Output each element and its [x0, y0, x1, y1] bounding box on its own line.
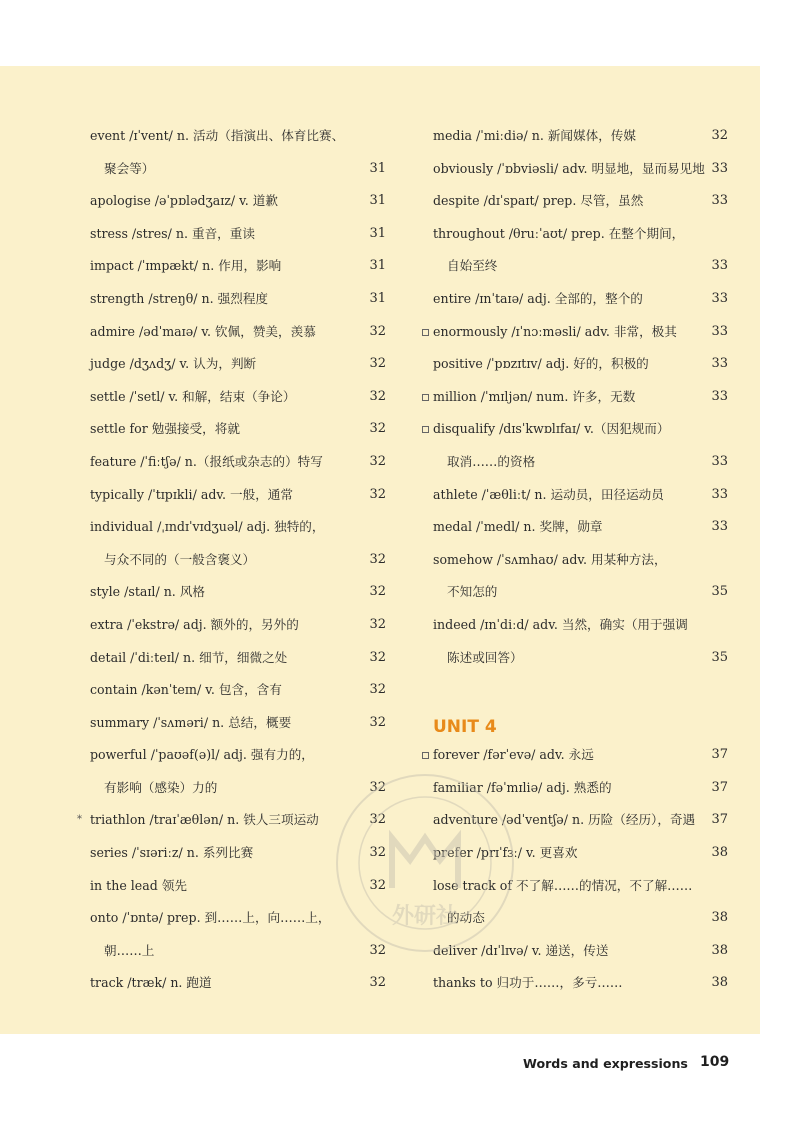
entry-page-number: 31 — [369, 258, 386, 274]
entry-text: deliver /dɪˈlɪvə/ v. 递送，传送 — [433, 942, 609, 958]
entry-page-number: 35 — [711, 649, 728, 665]
vocab-entry — [433, 967, 728, 1000]
asterisk-marker: * — [77, 814, 82, 826]
entry-text: entire /ɪnˈtaɪə/ adj. 全部的，整个的 — [433, 290, 643, 306]
entry-page-number: 37 — [711, 747, 728, 763]
entry-page-number: 33 — [711, 323, 728, 339]
entry-text: judge /dʒʌdʒ/ v. 认为，判断 — [90, 356, 257, 372]
entry-text: throughout /θruːˈaʊt/ prep. 在整个期间， — [433, 225, 685, 241]
entry-text: track /træk/ n. 跑道 — [90, 975, 212, 991]
entry-text: familiar /fəˈmɪliə/ adj. 熟悉的 — [433, 779, 612, 795]
entry-text: impact /ˈɪmpækt/ n. 作用，影响 — [90, 258, 282, 274]
vocab-entry-continuation — [90, 153, 386, 186]
entry-page-number: 32 — [369, 812, 386, 828]
entry-text: settle /ˈsetl/ v. 和解，结束（争论） — [90, 388, 296, 404]
entry-text: series /ˈsɪəriːz/ n. 系列比赛 — [90, 845, 254, 861]
entry-page-number: 33 — [711, 486, 728, 502]
entry-text: 不知怎的 — [447, 584, 498, 600]
vocab-entry — [433, 120, 728, 153]
square-bullet-icon — [422, 752, 429, 759]
entry-text: media /ˈmiːdiə/ n. 新闻媒体，传媒 — [433, 128, 636, 143]
entry-text: disqualify /dɪsˈkwɒlɪfaɪ/ v.（因犯规而） — [433, 421, 670, 437]
entry-text: positive /ˈpɒzɪtɪv/ adj. 好的，积极的 — [433, 356, 649, 372]
entry-text: summary /ˈsʌməri/ n. 总结，概要 — [90, 714, 292, 730]
entry-page-number: 32 — [369, 649, 386, 665]
entry-text: enormously /ɪˈnɔːməsli/ adv. 非常，极其 — [433, 323, 677, 339]
section-spacer — [433, 674, 728, 707]
entry-page-number: 32 — [369, 323, 386, 339]
square-bullet-icon — [422, 329, 429, 336]
vocab-entry — [90, 479, 386, 512]
entry-text: stress /stres/ n. 重音，重读 — [90, 225, 255, 241]
entry-page-number: 31 — [369, 290, 386, 306]
entry-page-number: 32 — [369, 616, 386, 632]
entry-page-number: 31 — [369, 160, 386, 176]
entry-text: 有影响（感染）力的 — [104, 779, 218, 795]
entry-text: 的动态 — [447, 910, 485, 926]
entry-text: 取消……的资格 — [447, 453, 536, 469]
entry-text: triathlon /traɪˈæθlən/ n. 铁人三项运动 — [90, 812, 319, 828]
entry-page-number: 38 — [711, 845, 728, 861]
entry-page-number: 38 — [711, 975, 728, 991]
entry-text: contain /kənˈteɪn/ v. 包含，含有 — [90, 682, 282, 698]
entry-text: indeed /ɪnˈdiːd/ adv. 当然，确实（用于强调 — [433, 616, 688, 632]
entry-page-number: 33 — [711, 356, 728, 372]
vocab-entry-continuation — [90, 544, 386, 577]
vocab-entry — [90, 511, 386, 544]
vocab-entry-continuation — [433, 250, 728, 283]
vocab-entry — [90, 218, 386, 251]
unit-heading: UNIT 4 — [433, 716, 497, 737]
entry-page-number: 33 — [711, 453, 728, 469]
vocab-entry — [90, 967, 386, 1000]
entry-page-number: 32 — [369, 551, 386, 567]
vocab-entry-continuation — [433, 446, 728, 479]
entry-page-number: 38 — [711, 910, 728, 926]
entry-text: settle for 勉强接受，将就 — [90, 421, 240, 437]
entry-page-number: 32 — [369, 421, 386, 437]
entry-page-number: 32 — [369, 486, 386, 502]
entry-page-number: 37 — [711, 812, 728, 828]
vocab-entry — [90, 609, 386, 642]
entry-page-number: 33 — [711, 388, 728, 404]
vocab-entry — [90, 120, 386, 153]
entry-text: thanks to 归功于……，多亏…… — [433, 975, 623, 991]
vocab-entry — [433, 381, 728, 414]
entry-text: obviously /ˈɒbviəsli/ adv. 明显地，显而易见地 — [433, 160, 705, 176]
entry-text: 与众不同的（一般含褒义） — [104, 551, 256, 567]
vocab-entry — [433, 544, 728, 577]
vocab-entry — [433, 283, 728, 316]
vocab-entry — [90, 316, 386, 349]
entry-text: style /staɪl/ n. 风格 — [90, 584, 206, 600]
vocab-entry — [90, 739, 386, 772]
vocab-entry-continuation — [433, 576, 728, 609]
entry-text: forever /fərˈevə/ adv. 永远 — [433, 747, 594, 763]
entry-page-number: 32 — [369, 714, 386, 730]
vocab-entry — [90, 642, 386, 675]
entry-page-number: 31 — [369, 225, 386, 241]
entry-page-number: 32 — [369, 975, 386, 991]
square-bullet-icon — [422, 394, 429, 401]
vocab-entry — [433, 316, 728, 349]
entry-text: 自始至终 — [447, 258, 498, 274]
vocab-entry — [433, 413, 728, 446]
entry-text: feature /ˈfiːtʃə/ n.（报纸或杂志的）特写 — [90, 453, 323, 469]
entry-text: 朝……上 — [104, 942, 155, 958]
entry-page-number: 33 — [711, 290, 728, 306]
footer-section-title: Words and expressions — [523, 1056, 688, 1071]
entry-text: 聚会等） — [104, 160, 155, 176]
entry-text: athlete /ˈæθliːt/ n. 运动员，田径运动员 — [433, 486, 664, 502]
entry-text: despite /dɪˈspaɪt/ prep. 尽管，虽然 — [433, 193, 644, 209]
vocab-entry — [90, 185, 386, 218]
entry-text: million /ˈmɪljən/ num. 许多，无数 — [433, 388, 636, 404]
entry-page-number: 32 — [711, 128, 728, 143]
entry-page-number: 32 — [369, 845, 386, 861]
vocab-entry — [90, 381, 386, 414]
entry-text: adventure /ədˈventʃə/ n. 历险（经历），奇遇 — [433, 812, 696, 828]
vocab-entry — [433, 511, 728, 544]
entry-text: strength /streŋθ/ n. 强烈程度 — [90, 290, 269, 306]
vocab-entry — [90, 348, 386, 381]
entry-page-number: 32 — [369, 682, 386, 698]
entry-page-number: 33 — [711, 519, 728, 535]
entry-text: 陈述或回答） — [447, 649, 523, 665]
entry-page-number: 38 — [711, 942, 728, 958]
entry-page-number: 32 — [369, 388, 386, 404]
vocab-entry — [90, 576, 386, 609]
entry-text: onto /ˈɒntə/ prep. 到……上，向……上， — [90, 910, 331, 926]
vocab-entry — [90, 283, 386, 316]
publisher-seal-watermark — [330, 768, 520, 958]
vocab-entry — [90, 707, 386, 740]
entry-page-number: 32 — [369, 584, 386, 600]
entry-page-number: 31 — [369, 193, 386, 209]
vocab-entry — [433, 348, 728, 381]
vocab-entry — [433, 185, 728, 218]
square-bullet-icon — [422, 426, 429, 433]
entry-text: event /ɪˈvent/ n. 活动（指演出、体育比赛、 — [90, 128, 345, 143]
entry-page-number: 37 — [711, 779, 728, 795]
vocab-entry — [90, 250, 386, 283]
vocab-entry — [433, 153, 728, 186]
entry-text: medal /ˈmedl/ n. 奖牌，勋章 — [433, 519, 603, 535]
entry-text: apologise /əˈpɒlədʒaɪz/ v. 道歉 — [90, 193, 278, 209]
entry-page-number: 32 — [369, 877, 386, 893]
vocab-entry — [433, 479, 728, 512]
vocab-entry-continuation — [433, 642, 728, 675]
vocab-entry — [433, 218, 728, 251]
entry-page-number: 32 — [369, 779, 386, 795]
entry-text: lose track of 不了解……的情况，不了解…… — [433, 877, 693, 893]
entry-page-number: 33 — [711, 193, 728, 209]
entry-text: typically /ˈtɪpɪkli/ adv. 一般，通常 — [90, 486, 293, 502]
watermark-text: 外研社 — [391, 904, 459, 929]
vocab-entry — [433, 739, 728, 772]
entry-text: extra /ˈekstrə/ adj. 额外的，另外的 — [90, 616, 299, 632]
entry-text: in the lead 领先 — [90, 877, 188, 893]
entry-page-number: 33 — [711, 258, 728, 274]
entry-text: prefer /prɪˈfɜː/ v. 更喜欢 — [433, 845, 578, 861]
vocab-entry — [433, 609, 728, 642]
entry-page-number: 35 — [711, 584, 728, 600]
entry-text: powerful /ˈpaʊəf(ə)l/ adj. 强有力的， — [90, 747, 314, 763]
entry-page-number: 33 — [711, 160, 728, 176]
vocab-entry — [90, 413, 386, 446]
entry-text: admire /ədˈmaɪə/ v. 钦佩，赞美，羡慕 — [90, 323, 316, 339]
entry-text: detail /ˈdiːteɪl/ n. 细节，细微之处 — [90, 649, 288, 665]
entry-text: somehow /ˈsʌmhaʊ/ adv. 用某种方法， — [433, 551, 667, 567]
entry-page-number: 32 — [369, 453, 386, 469]
entry-page-number: 32 — [369, 942, 386, 958]
vocab-entry — [90, 674, 386, 707]
entry-text: individual /ˌɪndɪˈvɪdʒuəl/ adj. 独特的， — [90, 519, 325, 535]
vocab-entry — [90, 446, 386, 479]
entry-page-number: 32 — [369, 356, 386, 372]
footer-page-number: 109 — [700, 1054, 730, 1070]
